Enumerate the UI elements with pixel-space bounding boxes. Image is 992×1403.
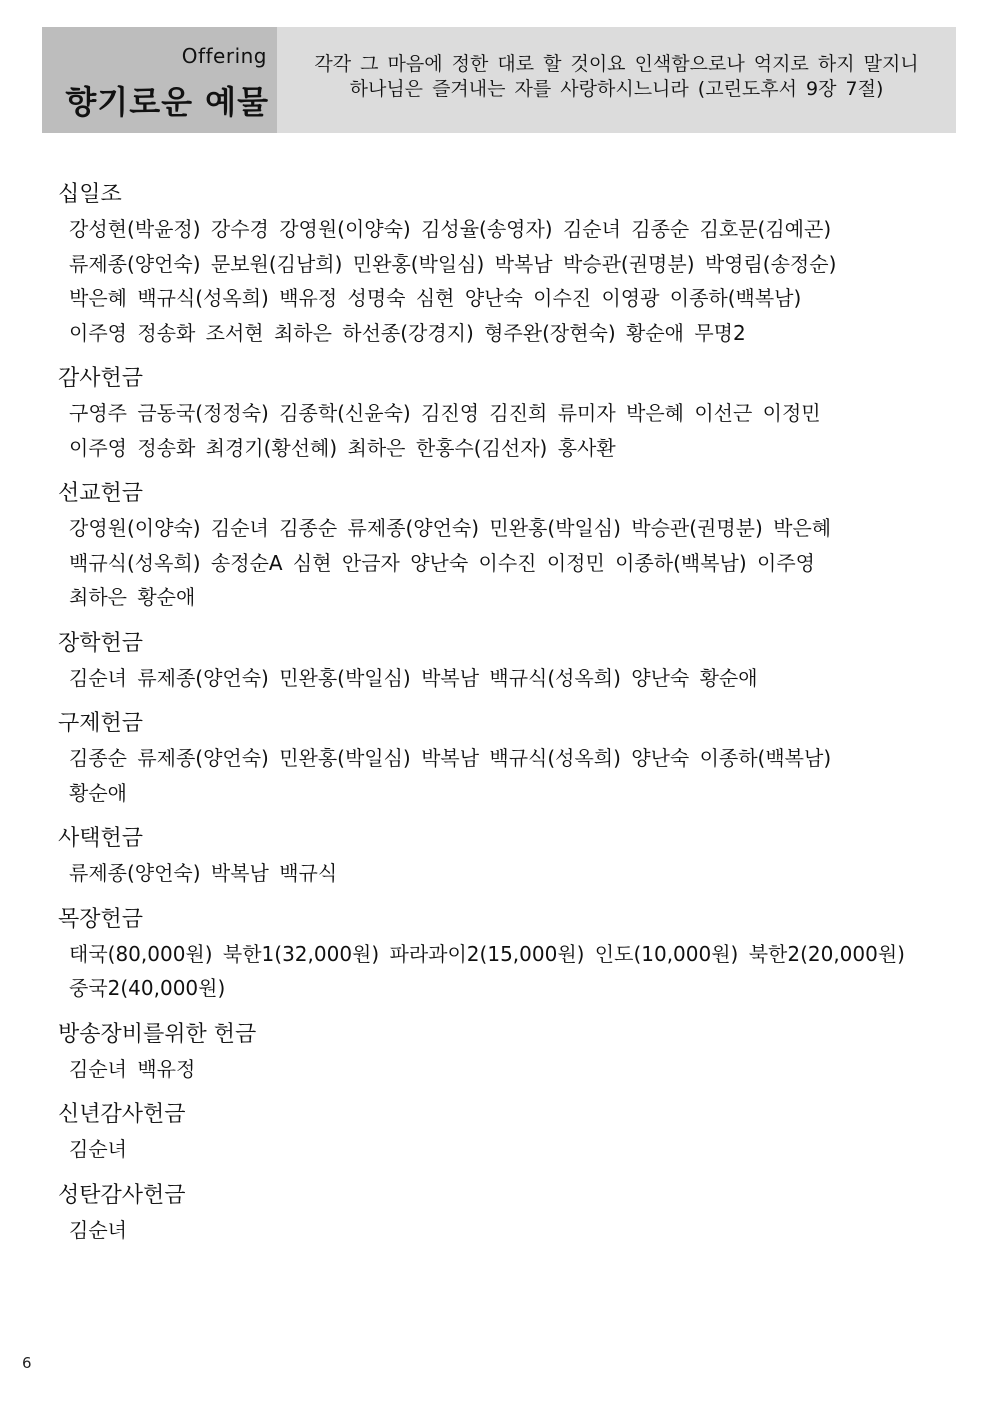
offering-section bbox=[58, 1179, 938, 1248]
header-title-en: Offering bbox=[181, 44, 267, 68]
name-line: 김순녀 백유정 bbox=[69, 1056, 196, 1081]
offering-section bbox=[58, 707, 938, 810]
name-line: 구영주 금동국(정정숙) 김종학(신윤숙) 김진영 김진희 류미자 박은혜 이선근 이정민 bbox=[69, 401, 821, 425]
section-title: 성탄감사헌금 bbox=[58, 1182, 186, 1208]
name-line: 류제종(양언숙) 박복남 백규식 bbox=[69, 861, 338, 885]
section-title: 장학헌금 bbox=[58, 630, 144, 656]
section-names bbox=[58, 212, 938, 350]
offering-list bbox=[58, 178, 938, 1259]
name-line: 박은혜 백규식(성옥희) 백유정 성명숙 심현 양난숙 이수진 이영광 이종하(백복남) bbox=[69, 286, 802, 310]
section-title: 사택헌금 bbox=[58, 826, 144, 851]
header-verse bbox=[277, 27, 956, 133]
section-names bbox=[58, 1132, 938, 1167]
offering-section bbox=[58, 822, 938, 891]
section-names bbox=[58, 741, 938, 810]
name-line: 류제종(양언숙) 문보원(김남희) 민완홍(박일심) 박복남 박승관(권명분) 박영림(송정순) bbox=[69, 251, 837, 276]
verse-line: 각각 그 마음에 정한 대로 할 것이요 인색함으로나 억지로 하지 말지니 bbox=[314, 53, 919, 75]
offering-section bbox=[58, 1098, 938, 1167]
section-title: 신년감사헌금 bbox=[58, 1102, 186, 1127]
section-title: 구제헌금 bbox=[58, 711, 144, 736]
section-names bbox=[58, 1052, 938, 1087]
section-title: 감사헌금 bbox=[58, 366, 144, 391]
section-names bbox=[58, 856, 938, 891]
offering-section bbox=[58, 903, 938, 1006]
verse-line: 하나님은 즐겨내는 자를 사랑하시느니라 (고린도후서 9장 7절) bbox=[349, 78, 884, 100]
name-line: 김종순 류제종(양언숙) 민완홍(박일심) 박복남 백규식(성옥희) 양난숙 이종하(백복남) bbox=[69, 746, 832, 770]
section-title: 선교헌금 bbox=[58, 481, 144, 506]
section-names bbox=[58, 661, 938, 696]
offering-section bbox=[58, 1018, 938, 1087]
header-title-ko: 향기로운 예물 bbox=[65, 83, 269, 121]
name-line: 황순애 bbox=[69, 780, 127, 805]
name-line: 김순녀 bbox=[69, 1137, 127, 1161]
name-line: 강성현(박윤정) 강수경 강영원(이양숙) 김성율(송영자) 김순녀 김종순 김호문(김예곤) bbox=[69, 217, 832, 241]
offering-section bbox=[58, 362, 938, 465]
section-title: 목장헌금 bbox=[58, 906, 144, 932]
offering-section bbox=[58, 477, 938, 615]
name-line: 중국2(40,000원) bbox=[69, 976, 226, 1000]
section-names bbox=[58, 1213, 938, 1248]
page-number: 6 bbox=[22, 1354, 32, 1372]
page-header bbox=[42, 27, 956, 133]
name-line: 백규식(성옥희) 송정순A 심현 안금자 양난숙 이수진 이정민 이종하(백복남) 이주영 bbox=[69, 550, 815, 575]
section-names bbox=[58, 396, 938, 465]
section-names bbox=[58, 511, 938, 615]
name-line: 김순녀 bbox=[69, 1217, 127, 1242]
offering-section bbox=[58, 178, 938, 350]
name-line: 이주영 정송화 조서현 최하은 하선종(강경지) 형주완(장현숙) 황순애 무명2 bbox=[69, 320, 746, 345]
name-line: 태국(80,000원) 북한1(32,000원) 파라과이2(15,000원) 인도(10,000원) 북한2(20,000원) bbox=[69, 941, 905, 966]
name-line: 김순녀 류제종(양언숙) 민완홍(박일심) 박복남 백규식(성옥희) 양난숙 황순애 bbox=[69, 665, 758, 690]
header-title-box bbox=[42, 27, 277, 133]
name-line: 최하은 황순애 bbox=[69, 585, 196, 609]
section-title: 십일조 bbox=[58, 182, 122, 207]
name-line: 이주영 정송화 최경기(황선혜) 최하은 한홍수(김선자) 홍사환 bbox=[69, 435, 616, 460]
section-title: 방송장비를위한 헌금 bbox=[58, 1021, 257, 1047]
offering-section bbox=[58, 627, 938, 696]
name-line: 강영원(이양숙) 김순녀 김종순 류제종(양언숙) 민완홍(박일심) 박승관(권명분) 박은혜 bbox=[69, 516, 832, 540]
section-names bbox=[58, 937, 938, 1006]
